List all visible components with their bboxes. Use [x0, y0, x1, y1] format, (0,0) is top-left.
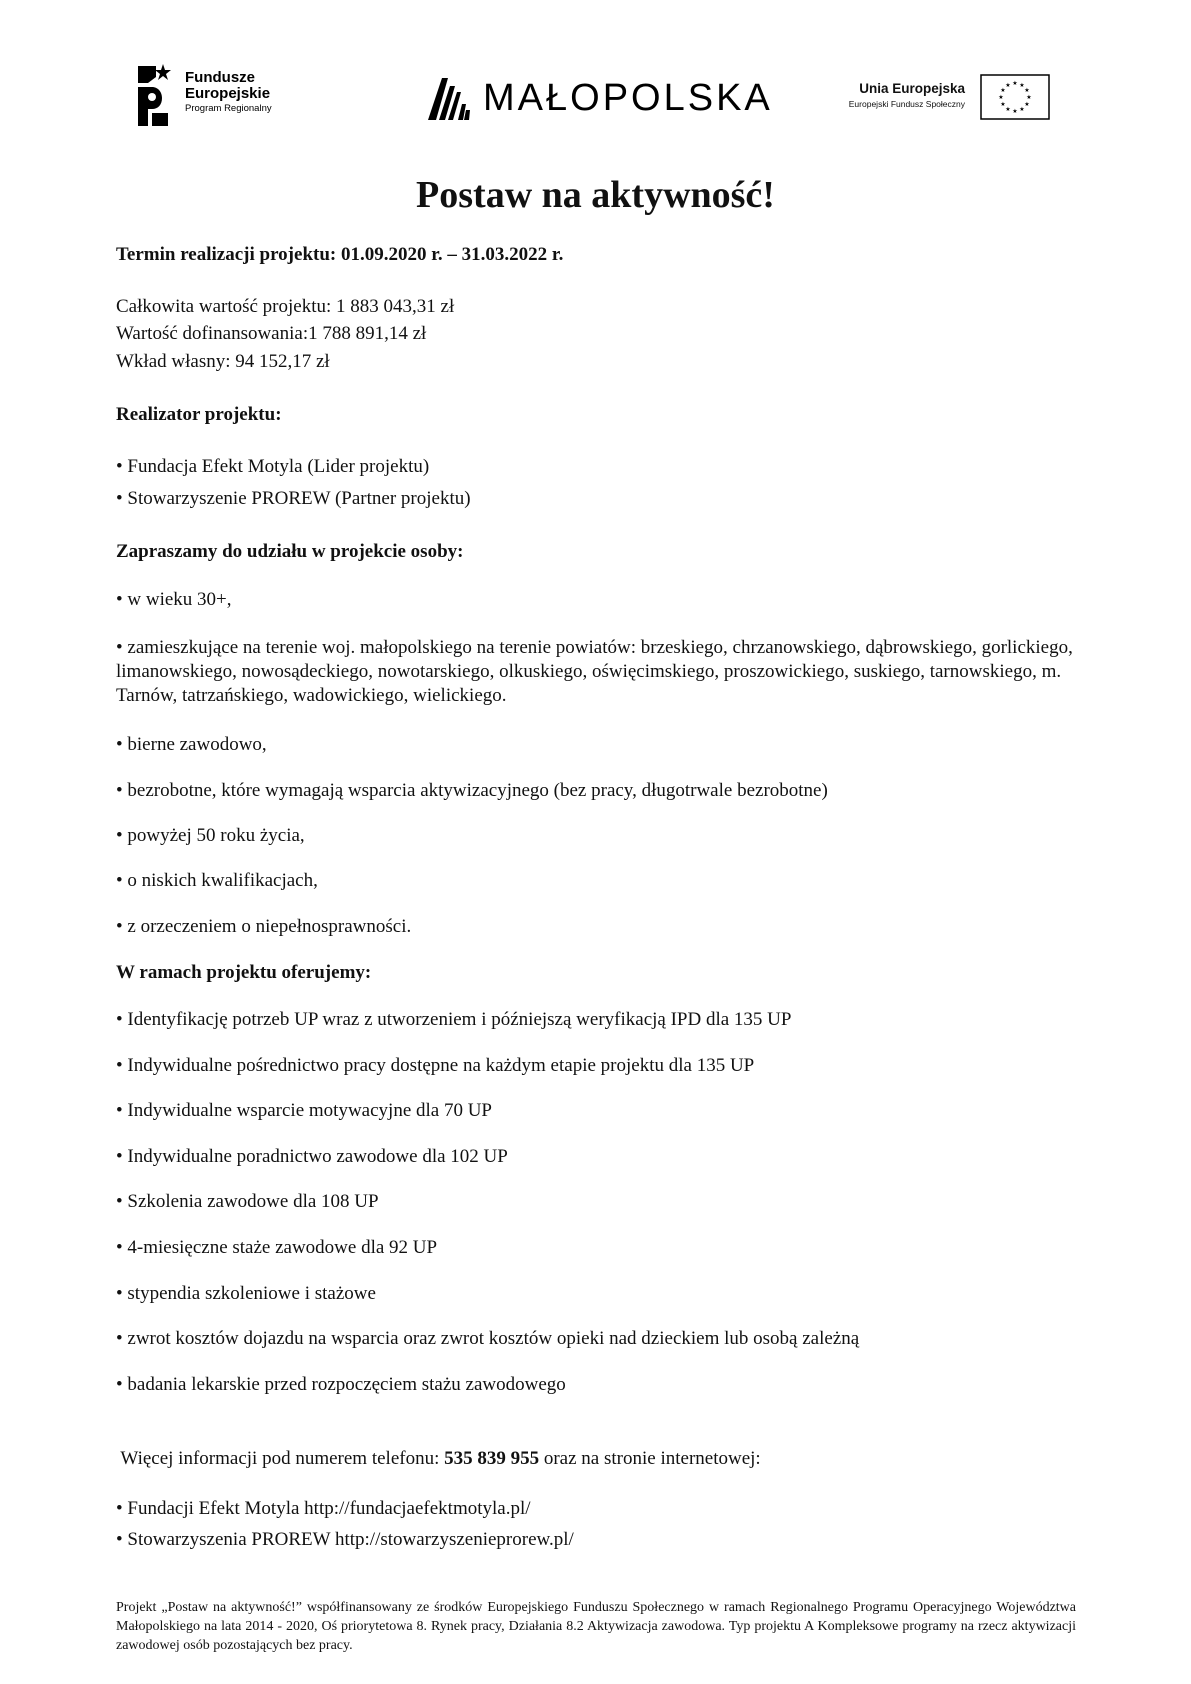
funding-footnote: Projekt „Postaw na aktywność!” współfinansowany ze środków Europejskiego Funduszu Społecznego w ramach Regionalnego Programu Operacyjnego Województwa Małopolskiego na lata 2014 - 2020, Oś priorytetowa 8. Rynek pracy, Działania 8.2 Aktywizacja zawodowa. Typ projektu A Kompleksowe programy na rzecz aktywizacji zawodowej osób pozostających bez pracy.	[116, 1600, 1076, 1653]
page-title: Postaw na aktywność!	[416, 174, 775, 216]
svg-text:★: ★	[1000, 87, 1006, 94]
own-contribution: Wkład własny: 94 152,17 zł	[116, 351, 330, 372]
offer-item: • Indywidualne wsparcie motywacyjne dla 70 UP	[116, 1100, 493, 1121]
fundusze-europejskie-logo	[138, 62, 298, 128]
svg-text:★: ★	[1012, 108, 1018, 115]
contact-text-end: oraz na stronie internetowej:	[539, 1448, 761, 1469]
offer-item: • stypendia szkoleniowe i stażowe	[116, 1283, 376, 1304]
contact-text: Więcej informacji pod numerem telefonu:	[116, 1448, 445, 1469]
fe-logo-line2: Europejskie	[185, 85, 271, 102]
total-value: Całkowita wartość projektu: 1 883 043,31 zł	[116, 296, 455, 317]
fe-logo-line3: Program Regionalny	[185, 103, 272, 114]
offer-item: • Indywidualne poradnictwo zawodowe dla 102 UP	[116, 1146, 508, 1167]
offer-item: • zwrot kosztów dojazdu na wsparcia oraz zwrot kosztów opieki nad dzieckiem lub osobą zależną	[116, 1328, 860, 1349]
malopolska-mark-icon	[428, 78, 470, 120]
offer-item: • Identyfikację potrzeb UP wraz z utworzeniem i późniejszą weryfikacją IPD dla 135 UP	[116, 1009, 792, 1030]
eligibility-item: • w wieku 30+,	[116, 589, 232, 610]
offer-item: • Indywidualne pośrednictwo pracy dostępne na każdym etapie projektu dla 135 UP	[116, 1055, 755, 1076]
eligibility-item: • powyżej 50 roku życia,	[116, 825, 305, 846]
svg-text:★: ★	[1019, 106, 1025, 113]
svg-text:★: ★	[1012, 80, 1018, 87]
offer-heading: W ramach projektu oferujemy:	[116, 962, 372, 983]
svg-text:★: ★	[1000, 101, 1006, 108]
eligibility-item: • z orzeczeniem o niepełnosprawności.	[116, 916, 412, 937]
svg-text:★: ★	[1005, 82, 1011, 89]
implementer-item: • Fundacja Efekt Motyla (Lider projektu)	[116, 456, 430, 477]
eligibility-item: • bezrobotne, które wymagają wsparcia aktywizacyjnego (bez pracy, długotrwale bezrobotne)	[116, 780, 828, 801]
website-link[interactable]: • Fundacji Efekt Motyla http://fundacjaefektmotyla.pl/	[116, 1498, 531, 1519]
implementer-heading: Realizator projektu:	[116, 404, 282, 425]
offer-item: • badania lekarskie przed rozpoczęciem stażu zawodowego	[116, 1374, 566, 1395]
cofinancing-value: Wartość dofinansowania:1 788 891,14 zł	[116, 323, 427, 344]
eu-flag-icon	[980, 74, 1050, 120]
offer-item: • Szkolenia zawodowe dla 108 UP	[116, 1191, 379, 1212]
contact-line	[116, 1447, 761, 1471]
implementer-item: • Stowarzyszenie PROREW (Partner projektu)	[116, 488, 471, 509]
project-term: Termin realizacji projektu: 01.09.2020 r. – 31.03.2022 r.	[116, 244, 564, 265]
eu-logo-line1: Unia Europejska	[859, 81, 965, 96]
svg-text:★: ★	[1024, 101, 1030, 108]
eligibility-item: • o niskich kwalifikacjach,	[116, 870, 318, 891]
fundusze-europejskie-mark-icon	[138, 62, 172, 126]
eligibility-heading: Zapraszamy do udziału w projekcie osoby:	[116, 541, 464, 562]
malopolska-logo-text: MAŁOPOLSKA	[483, 77, 773, 119]
svg-text:★: ★	[1026, 94, 1032, 101]
website-link[interactable]: • Stowarzyszenia PROREW http://stowarzyszenieprorew.pl/	[116, 1529, 574, 1550]
fe-logo-line1: Fundusze	[185, 69, 255, 86]
offer-item: • 4-miesięczne staże zawodowe dla 92 UP	[116, 1237, 438, 1258]
unia-europejska-logo	[820, 74, 1050, 122]
phone-number[interactable]: 535 839 955	[444, 1448, 540, 1469]
eligibility-item: • bierne zawodowo,	[116, 734, 267, 755]
svg-text:★: ★	[1005, 106, 1011, 113]
svg-text:★: ★	[1019, 82, 1025, 89]
svg-text:★: ★	[1024, 87, 1030, 94]
eu-logo-line2: Europejski Fundusz Społeczny	[848, 99, 965, 109]
eligibility-item: • zamieszkujące na terenie woj. małopolskiego na terenie powiatów: brzeskiego, chrzanowskiego, dąbrowskiego, gorlickiego, limanowskiego, nowosądeckiego, nowotarskiego, olkuskiego, oświęcimskiego, proszowickiego, suskiego, tarnowskiego, m. Tarnów, tatrzańskiego, wadowickiego, wielickiego.	[116, 637, 1073, 706]
svg-text:★: ★	[998, 94, 1004, 101]
